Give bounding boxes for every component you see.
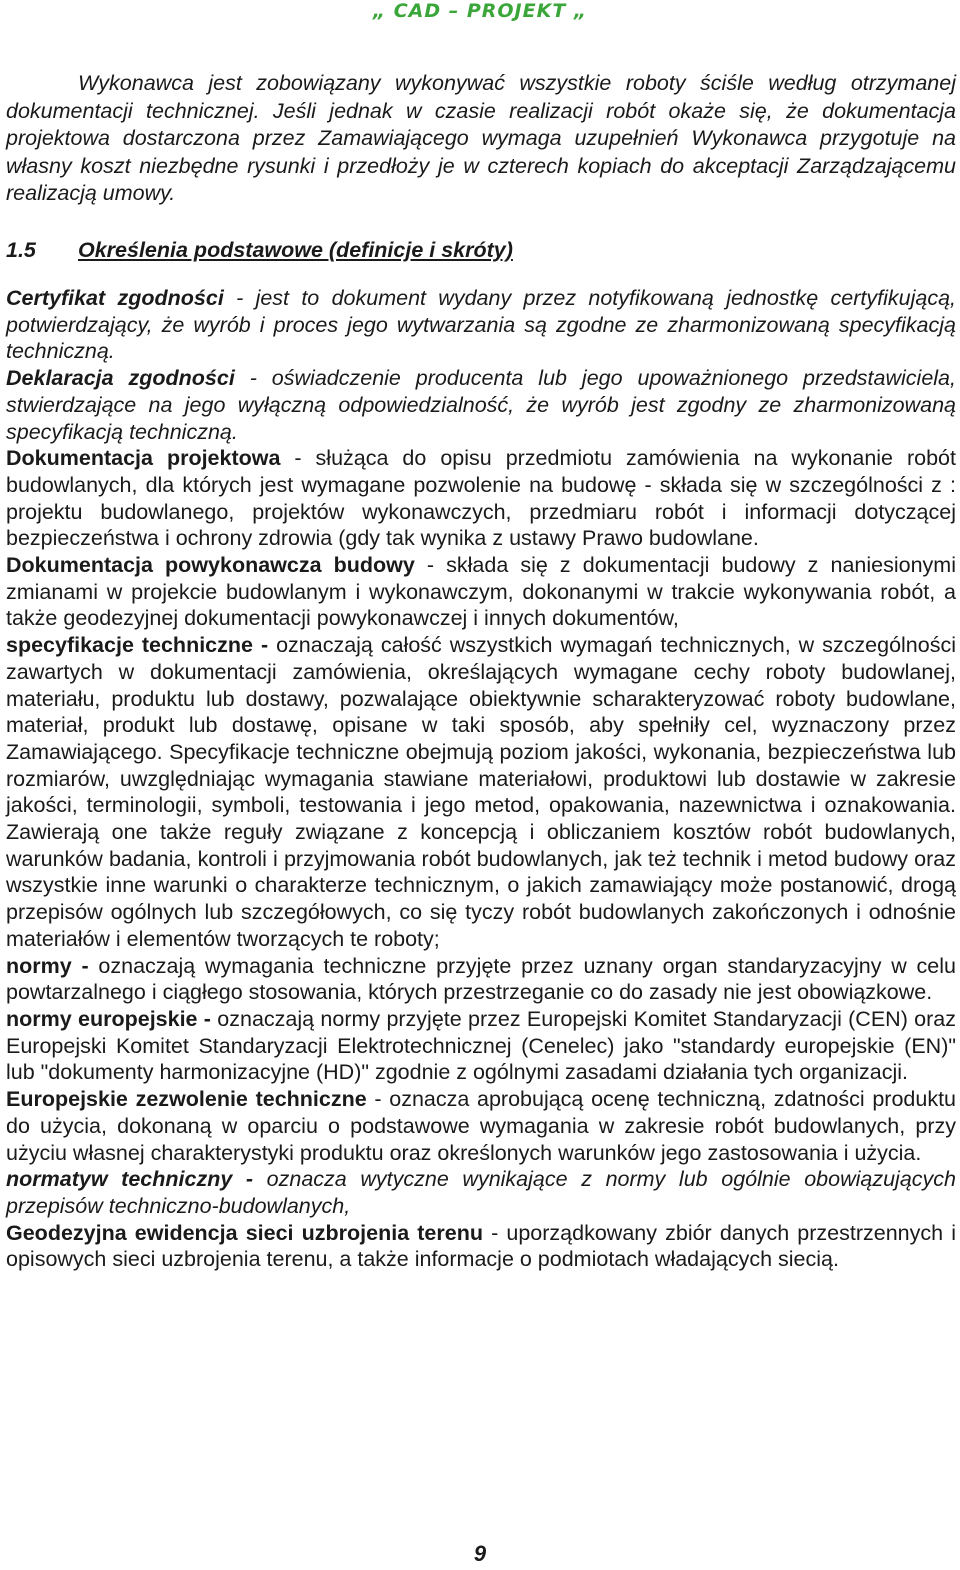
definition-item (6, 1086, 956, 1166)
definition-term: normy - (6, 953, 89, 978)
definition-term: Certyfikat zgodności (6, 286, 224, 310)
definition-text: - jest to dokument wydany przez notyfikowaną jednostkę certyfikującą, potwierdzający, że wyrób i proces jego wytwarzania są zgodne ze zharmonizowaną specyfikacją techniczną. (6, 286, 956, 364)
definition-term: Europejskie zezwolenie techniczne (6, 1087, 367, 1112)
definition-text: - uporządkowany zbiór danych przestrzennych i opisowych sieci uzbrojenia terenu, a także informacje o podmiotach władających siecią. (6, 1220, 956, 1272)
intro-text: Wykonawca jest zobowiązany wykonywać wszystkie roboty ściśle według otrzymanej dokumentacji technicznej. Jeśli jednak w czasie realizacji robót okaże się, że dokumentacja projektowa dostarczona przez Zamawiającego wymaga uzupełnień Wykonawca przygotuje na własny koszt niezbędne rysunki i przedłoży je w czterech kopiach do akceptacji Zarządzającemu realizacją umowy. (6, 71, 956, 206)
definition-term: specyfikacje techniczne - (6, 633, 269, 658)
section-title: Określenia podstawowe (definicje i skróty) (78, 238, 513, 262)
definition-item (6, 285, 956, 365)
page-header: „ CAD – PROJEKT „ (372, 0, 588, 22)
definition-term: normy europejskie - (6, 1006, 211, 1031)
definition-term: Dokumentacja powykonawcza budowy (6, 553, 415, 578)
definition-item (6, 1220, 956, 1273)
section-heading (6, 238, 513, 263)
definition-term: Deklaracja zgodności (6, 366, 235, 391)
definition-text: oznacza wytyczne wynikające z normy lub ogólnie obowiązujących przepisów techniczno-budowlanych, (6, 1167, 956, 1218)
definition-text: - oznacza aprobującą ocenę techniczną, zdatności produktu do użycia, dokonaną w oparciu o podstawowe wymagania w zakresie robót budowlanych, przy użyciu własnej charakterystyki produktu oraz określonych warunków jego zastosowania i użycia. (6, 1087, 956, 1165)
definition-text: - służąca do opisu przedmiotu zamówienia na wykonanie robót budowlanych, dla których jest wymagane pozwolenie na budowę - składa się w szczególności z : projektu budowlanego, projektów wykonawczych, przedmiaru robót i informacji dotyczącej bezpieczeństwa i ochrony zdrowia (gdy tak wynika z ustawy Prawo budowlane. (6, 446, 956, 551)
definition-item (6, 632, 956, 952)
definition-text: - oświadczenie producenta lub jego upoważnionego przedstawiciela, stwierdzające na jego wyłączną odpowiedzialność, że wyrób jest zgodny ze zharmonizowaną specyfikacją techniczną. (6, 366, 956, 444)
page-number: 9 (473, 1541, 487, 1566)
intro-paragraph (6, 70, 956, 208)
definition-text: oznaczają całość wszystkich wymagań technicznych, w szczególności zawartych w dokumentacji zamówienia, określających wymagane cechy roboty budowlanej, materiału, produktu lub dostawy, pozwalające obiektywnie scharakteryzować roboty budowlane, materiał, produkt lub dostawę, opisane w taki sposób, aby spełniły cel, wyznaczony przez Zamawiającego. Specyfikacje techniczne obejmują poziom jakości, wykonania, bezpieczeństwa lub rozmiarów, uwzględniając wymagania stawiane materiałowi, produktowi lub dostawie w zakresie jakości, terminologii, symboli, testowania i jego metod, opakowania, nazewnictwa i oznakowania. Zawierają one także reguły związane z koncepcją i obliczaniem kosztów robót budowlanych, warunków badania, kontroli i przyjmowania robót budowlanych, jak też technik i metod budowy oraz wszystkie inne warunki o charakterze technicznym, o jakich zamawiający może postanowić, drogą przepisów ogólnych lub szczegółowych, co się tyczy robót budowlanych zakończonych i odnośnie materiałów i elementów tworzących te roboty; (6, 633, 956, 951)
definition-term: Geodezyjna ewidencja sieci uzbrojenia terenu (6, 1220, 483, 1245)
definition-item (6, 1166, 956, 1219)
definition-item (6, 953, 956, 1006)
definition-item (6, 1006, 956, 1086)
section-number: 1.5 (6, 238, 36, 262)
definition-text: oznaczają normy przyjęte przez Europejski Komitet Standaryzacji (CEN) oraz Europejski Komitet Standaryzacji Elektrotechnicznej (Cenelec) jako "standardy europejskie (EN)" lub "dokumenty harmonizacyjne (HD)" zgodnie z ogólnymi zasadami działania tych organizacji. (6, 1006, 956, 1085)
definition-text: oznaczają wymagania techniczne przyjęte przez uznany organ standaryzacyjny w celu powtarzalnego i ciągłego stosowania, których przestrzeganie co do zasady nie jest obowiązkowe. (6, 953, 956, 1005)
definition-item (6, 552, 956, 632)
definition-text: - składa się z dokumentacji budowy z naniesionymi zmianami w projekcie budowlanym i wykonawczym, dokonanymi w trakcie wykonywania robót, a także geodezyjnej dokumentacji powykonawczej i innych dokumentów, (6, 553, 956, 631)
definition-term: Dokumentacja projektowa (6, 446, 281, 471)
definition-item (6, 365, 956, 445)
definition-item (6, 445, 956, 552)
definitions-list (6, 285, 956, 1273)
definition-term: normatyw techniczny - (6, 1167, 254, 1192)
